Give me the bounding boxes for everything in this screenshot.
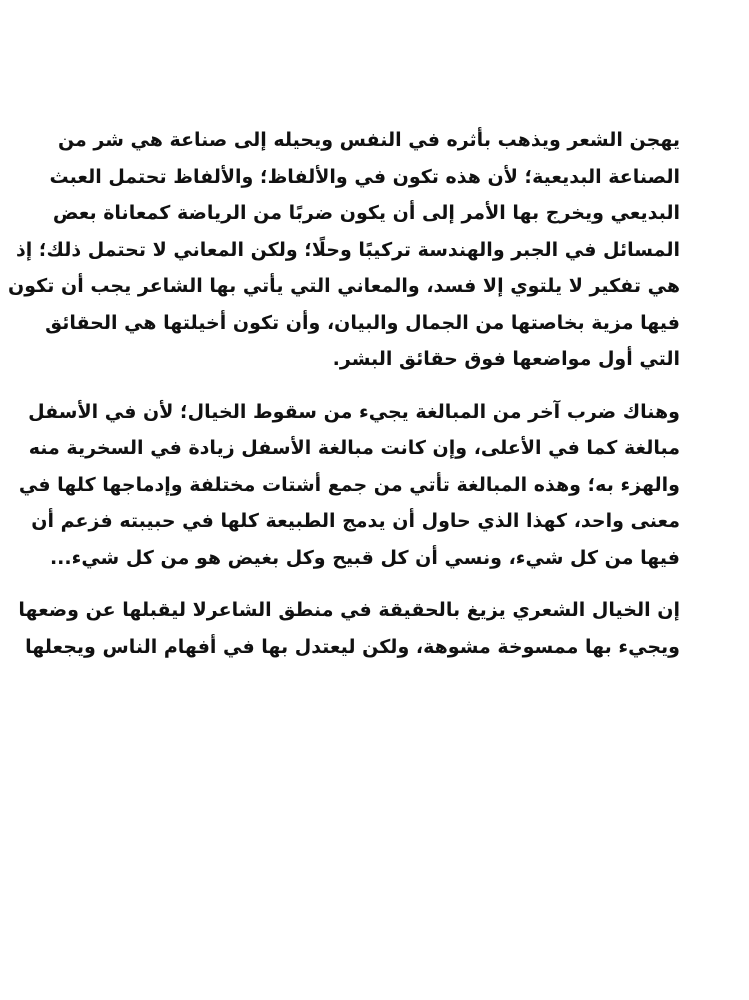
- text-line: مبالغة كما في الأعلى، وإن كانت مبالغة الأسفل زيادة في السخرية منه: [28, 437, 680, 459]
- text-line: ويجيء بها ممسوخة مشوهة، ولكن ليعتدل بها في أفهام الناس ويجعلها: [25, 635, 680, 658]
- text-line: المسائل في الجبر والهندسة تركيبًا وحلًا؛ ولكن المعاني لا تحتمل ذلك؛ إذ: [16, 238, 680, 261]
- document-page: [8, 122, 680, 681]
- text-line: معنى واحد، كهذا الذي حاول أن يدمج الطبيعة كلها في حبيبته فزعم أن: [31, 510, 680, 532]
- paragraph-1: [8, 122, 680, 378]
- paragraph-2: [18, 394, 680, 577]
- paragraph-3: [18, 592, 680, 665]
- text-line: إن الخيال الشعري يزيغ بالحقيقة في منطق الشاعرلا ليقبلها عن وضعها: [18, 599, 680, 621]
- text-line: الصناعة البديعية؛ لأن هذه تكون في والألفاظ؛ والألفاظ تحتمل العبث: [49, 165, 680, 188]
- text-line: فيها مزية بخاصتها من الجمال والبيان، وأن تكون أخيلتها هي الحقائق: [45, 311, 680, 334]
- text-line: التي أول مواضعها فوق حقائق البشر.: [332, 348, 680, 370]
- text-line: والهزء به؛ وهذه المبالغة تأتي من جمع أشتات مختلفة وإدماجها كلها في: [18, 473, 680, 496]
- text-line: فيها من كل شيء، ونسي أن كل قبيح وكل بغيض هو من كل شيء...: [49, 546, 680, 569]
- text-line: البديعي ويخرج بها الأمر إلى أن يكون ضربًا من الرياضة كمعاناة بعض: [52, 202, 680, 224]
- text-line: يهجن الشعر ويذهب بأثره في النفس ويحيله إلى صناعة هي شر من: [57, 129, 680, 151]
- text-line: هي تفكير لا يلتوي إلا فسد، والمعاني التي يأتي بها الشاعر يجب أن تكون: [8, 275, 680, 297]
- text-line: وهناك ضرب آخر من المبالغة يجيء من سقوط الخيال؛ لأن في الأسفل: [28, 400, 680, 423]
